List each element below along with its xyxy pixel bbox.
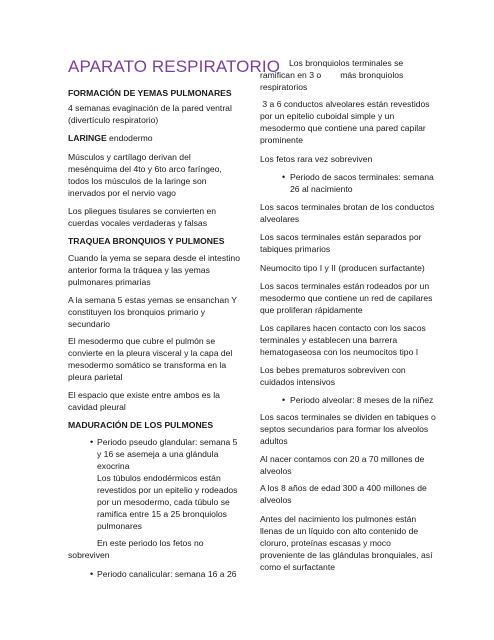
paragraph-capilares bbox=[260, 322, 456, 358]
text-line: 26 al nacimiento bbox=[290, 184, 353, 194]
text-line: proveniente de las glándulas bronquiales, así bbox=[260, 550, 433, 560]
text-line: y 16 se asemeja a una glándula bbox=[97, 449, 219, 459]
text-line: A la semana 5 estas yemas se ensanchan Y bbox=[68, 295, 237, 305]
text-line: tabiques primarios bbox=[260, 244, 331, 254]
text-line: Los sacos terminales están separados por bbox=[260, 232, 422, 242]
paragraph-sacos-separados bbox=[260, 231, 450, 255]
paragraph-ocho-anos bbox=[260, 482, 456, 506]
text-line: por un mesodermo, cada túbulo se bbox=[97, 497, 230, 507]
text-line: El espacio que existe entre ambos es la bbox=[68, 390, 220, 400]
text-line: Los bronquiolos terminales se bbox=[289, 58, 404, 68]
paragraph-bebes-prematuros bbox=[260, 364, 450, 388]
paragraph-al-nacer bbox=[260, 453, 456, 477]
paragraph-pliegues bbox=[68, 205, 258, 229]
text-line: llenas de un líquido con alto contenido de bbox=[260, 526, 419, 536]
text-line: A los 8 años de edad 300 a 400 millones de bbox=[260, 483, 427, 493]
text-line: Los sacos terminales brotan de los conductos bbox=[260, 202, 435, 212]
text-line: Los bebes prematuros sobreviven con bbox=[260, 365, 406, 375]
laringe-label: LARINGE bbox=[68, 133, 107, 143]
text-line: todos los músculos de la laringe son bbox=[68, 176, 207, 186]
text-line: mesodermo que contiene un red de capilares bbox=[260, 293, 433, 303]
text-line: pulmonares primarias bbox=[68, 277, 151, 287]
text-line: alveolos bbox=[260, 495, 292, 505]
page-title: APARATO RESPIRATORIO bbox=[68, 57, 281, 76]
paragraph-musculos bbox=[68, 151, 258, 199]
paragraph-semana-cinco bbox=[68, 294, 258, 330]
paragraph-conductos-alveolares bbox=[260, 98, 456, 146]
text-line: 3 a 6 conductos alveolares están revestidos bbox=[260, 99, 430, 109]
bullet-icon bbox=[90, 436, 96, 448]
paragraph-fetos-rara-vez: Los fetos rara vez sobreviven bbox=[260, 154, 373, 164]
paragraph-laringe bbox=[68, 132, 258, 144]
text-line: mesénquima del 4to y 6to arco faríngeo, bbox=[68, 164, 222, 174]
text-line: Los capilares hacen contacto con los sacos bbox=[260, 323, 426, 333]
heading-maduracion: MADURACIÓN DE LOS PULMONES bbox=[68, 420, 214, 430]
text-line: secundario bbox=[68, 319, 111, 329]
text-line: Antes del nacimiento los pulmones están bbox=[260, 514, 417, 524]
text-line: Los pliegues tisulares se convierten en bbox=[68, 206, 217, 216]
text-line: pleura parietal bbox=[68, 372, 123, 382]
text-line: (divertículo respiratorio) bbox=[68, 115, 159, 125]
text-line: cloruro, proteínas escasas y moco bbox=[260, 538, 391, 548]
text-line: septos secundarios para formar los alveolos bbox=[260, 424, 429, 434]
text-line: inervados por el nervio vago bbox=[68, 188, 176, 198]
text-line: prominente bbox=[260, 135, 303, 145]
list-item-periodo-alveolar: Periodo alveolar: 8 meses de la niñez bbox=[290, 395, 434, 405]
text-line: constituyen los bronquios primario y bbox=[68, 307, 206, 317]
text-line: que proliferan rápidamente bbox=[260, 305, 363, 315]
text-line: como el surfactante bbox=[260, 562, 335, 572]
text-line: Cuando la yema se separa desde el intestino bbox=[68, 253, 240, 263]
text-line: 4 semanas evaginación de la pared ventral bbox=[68, 103, 232, 113]
text-line: alveolares bbox=[260, 214, 300, 224]
text-line: ramifica entre 15 a 25 bronquiolos bbox=[97, 509, 227, 519]
text-line: por un epitelio cuboidal simple y un bbox=[260, 111, 395, 121]
bullet-icon bbox=[282, 394, 288, 406]
paragraph-cuatro-semanas bbox=[68, 102, 258, 126]
text-line: pulmonares bbox=[97, 521, 142, 531]
list-item-sacos-terminales bbox=[290, 171, 450, 195]
text-line: Periodo pseudo glandular: semana 5 bbox=[97, 437, 238, 447]
text-line: Al nacer contamos con 20 a 70 millones de bbox=[260, 454, 425, 464]
paragraph-sacos-dividen bbox=[260, 411, 456, 447]
paragraph-fetos-no-sobreviven bbox=[68, 537, 258, 561]
text-line: cuidados intensivos bbox=[260, 377, 336, 387]
text-line: Los sacos terminales están rodeados por un bbox=[260, 281, 430, 291]
text-line: En este periodo los fetos no bbox=[97, 538, 204, 548]
paragraph-neumocito: Neumocito tipo I y II (producen surfactante) bbox=[260, 263, 425, 273]
text-line: alveolos bbox=[260, 466, 292, 476]
laringe-text: endodermo bbox=[106, 133, 153, 143]
text-line: hematogaseosa con los neumocitos tipo I bbox=[260, 347, 419, 357]
text-line: ramifican en 3 o más bronquiolos bbox=[260, 70, 404, 80]
text-line: cavidad pleural bbox=[68, 402, 126, 412]
text-line: respiratorios bbox=[260, 82, 308, 92]
text-line: El mesodermo que cubre el pulmón se bbox=[68, 336, 216, 346]
text-line: Los sacos terminales se dividen en tabiques o bbox=[260, 412, 436, 422]
bullet-icon bbox=[90, 568, 96, 580]
heading-traquea: TRAQUEA BRONQUIOS Y PULMONES bbox=[68, 236, 225, 246]
paragraph-bronquiolos bbox=[260, 57, 450, 93]
heading-formacion-yemas: FORMACIÓN DE YEMAS PULMONARES bbox=[68, 88, 232, 98]
text-line: Músculos y cartílago derivan del bbox=[68, 152, 191, 162]
paragraph-sacos-brotan bbox=[260, 201, 456, 225]
text-line: adultos bbox=[260, 436, 288, 446]
paragraph-espacio bbox=[68, 389, 258, 413]
text-line: mesodermo somático se transforma en la bbox=[68, 360, 227, 370]
text-line: convierte en la pleura visceral y la capa del bbox=[68, 348, 233, 358]
text-line: Periodo de sacos terminales: semana bbox=[290, 172, 434, 182]
list-item-canalicular: Periodo canalicular: semana 16 a 26 bbox=[97, 569, 237, 579]
paragraph-antes-nacimiento bbox=[260, 513, 456, 573]
text-line: exocrina bbox=[97, 461, 130, 471]
text-line: revestidos por un epitelio y rodeados bbox=[97, 485, 238, 495]
text-line: mesodermo que contiene una pared capilar bbox=[260, 123, 426, 133]
paragraph-yema-separa bbox=[68, 252, 258, 288]
text-line: terminales y establecen una barrera bbox=[260, 335, 398, 345]
text-line: cuerdas vocales verdaderas y falsas bbox=[68, 218, 208, 228]
text-line: sobreviven bbox=[68, 550, 110, 560]
list-item-pseudo-glandular bbox=[97, 436, 257, 532]
text-line: Los túbulos endodérmicos están bbox=[97, 473, 221, 483]
text-line: anterior forma la tráquea y las yemas bbox=[68, 265, 210, 275]
paragraph-sacos-rodeados bbox=[260, 280, 456, 316]
bullet-icon bbox=[282, 171, 288, 183]
paragraph-mesodermo bbox=[68, 335, 258, 383]
